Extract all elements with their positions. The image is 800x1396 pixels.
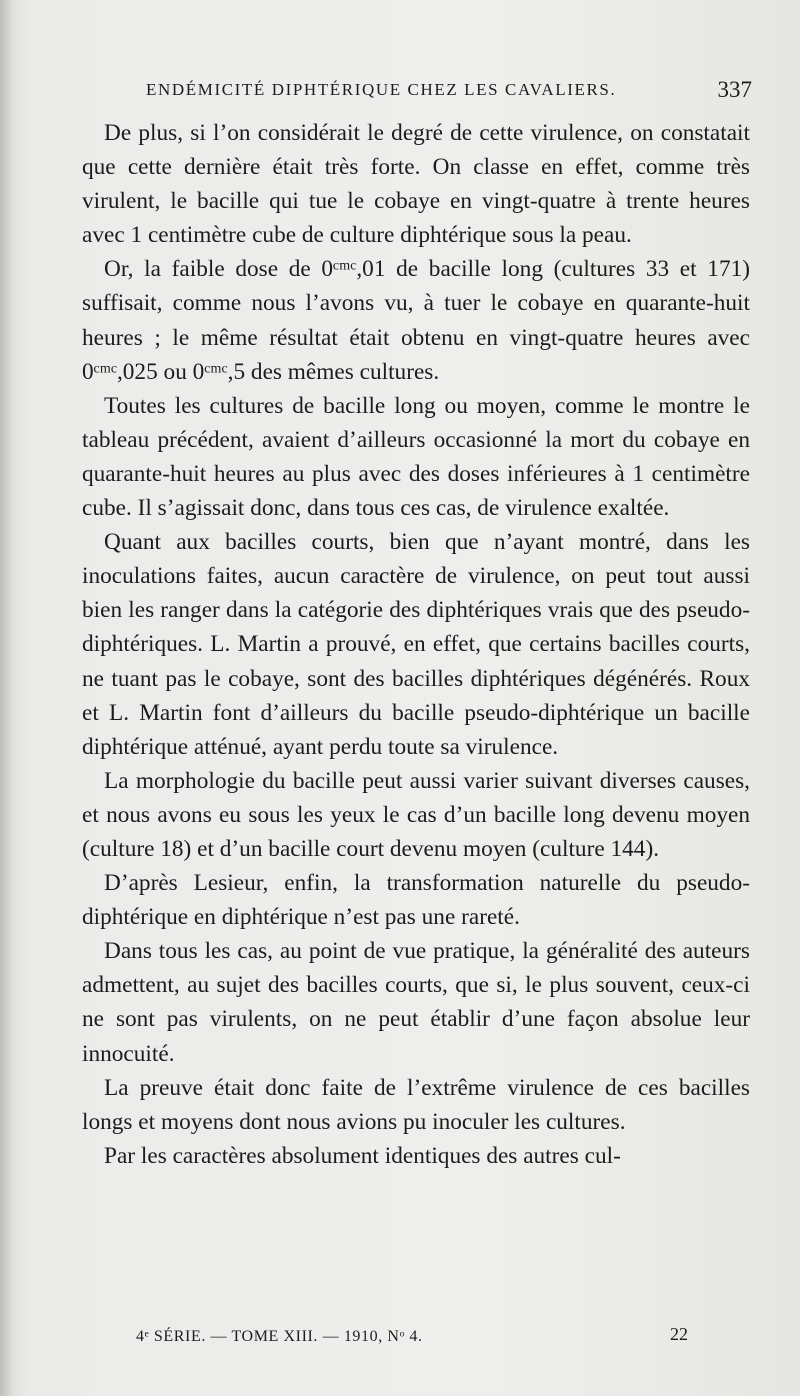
paragraph: Or, la faible dose de 0ᶜᵐᶜ,01 de bacille long (cultures 33 et 171) suffisait, comme nous l’avons vu, à tuer le cobaye en quarante-huit heures ; le même résultat était obtenu en vingt-quatre heures avec 0ᶜᵐᶜ,025 ou 0ᶜᵐᶜ,5 des mêmes cultures.	[82, 256, 750, 385]
series-line: 4ᵉ SÉRIE. — TOME XIII. — 1910, Nᵒ 4.	[136, 1328, 423, 1345]
paragraph: Dans tous les cas, au point de vue pratique, la généralité des auteurs admettent, au sujet des bacilles courts, que si, le plus souvent, ceux-ci ne sont pas virulents, on ne peut établir d’une façon absolue leur innocuité.	[82, 938, 750, 1067]
paragraph: La preuve était donc faite de l’extrême virulence de ces bacilles longs et moyens dont nous avions pu inoculer les cultures.	[82, 1074, 750, 1135]
signature-mark: 22	[670, 1324, 688, 1344]
running-title: ENDÉMICITÉ DIPHTÉRIQUE CHEZ LES CAVALIERS.	[146, 80, 617, 99]
paragraph-continued: Par les caractères absolument identiques des autres cul-	[104, 1142, 621, 1169]
paragraph: Quant aux bacilles courts, bien que n’ayant montré, dans les inoculations faites, aucun caractère de virulence, on peut tout aussi bien les ranger dans la catégorie des diphtériques vrais que des pseudo-diphtériques. L. Martin a prouvé, en effet, que certains bacilles courts, ne tuant pas le cobaye, sont des bacilles diphtériques dégénérés. Roux et L. Martin font d’ailleurs du bacille pseudo-diphtérique un bacille diphtérique atténué, ayant perdu toute sa virulence.	[82, 529, 750, 760]
paragraph: La morphologie du bacille peut aussi varier suivant diverses causes, et nous avons eu sous les yeux le cas d’un bacille long devenu moyen (culture 18) et d’un bacille court devenu moyen (culture 144).	[82, 767, 750, 862]
page-number: 337	[717, 77, 752, 102]
body-text	[82, 116, 750, 1173]
paragraph: D’après Lesieur, enfin, la transformation naturelle du pseudo-diphtérique en diphtérique n’est pas une rareté.	[82, 870, 750, 931]
page-gutter-shadow	[0, 0, 14, 1396]
page-footer	[136, 1324, 688, 1358]
paragraph: De plus, si l’on considérait le degré de cette virulence, on constatait que cette dernière était très forte. On classe en effet, comme très virulent, le bacille qui tue le cobaye en vingt-quatre à trente heures avec 1 centimètre cube de culture diphtérique sous la peau.	[82, 120, 750, 249]
running-head	[146, 77, 752, 104]
paragraph: Toutes les cultures de bacille long ou moyen, comme le montre le tableau précédent, avaient d’ailleurs occasionné la mort du cobaye en quarante-huit heures au plus avec des doses inférieures à 1 centimètre cube. Il s’agissait donc, dans tous ces cas, de virulence exaltée.	[82, 392, 750, 522]
